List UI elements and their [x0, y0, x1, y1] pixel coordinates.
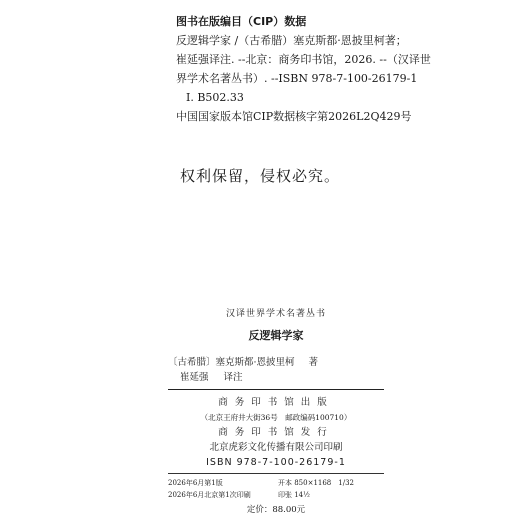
- author-name: 〔古希腊〕塞克斯都·恩披里柯: [168, 357, 295, 368]
- cip-block: [176, 12, 476, 126]
- sheets: 印张 14½: [278, 491, 310, 499]
- translator-name: 崔延强: [180, 372, 209, 383]
- isbn: ISBN 978-7-100-26179-1: [206, 457, 346, 468]
- price: 定价：88.00元: [246, 505, 306, 515]
- print-stats: [168, 477, 384, 501]
- cip-classification: Ⅰ. B502.33: [186, 91, 244, 104]
- edition: 2026年6月第1版: [168, 479, 223, 487]
- author-role: 著: [308, 357, 319, 368]
- divider: [168, 473, 384, 474]
- translator-role: 译注: [223, 372, 243, 383]
- distributor: 商务印书馆发行: [218, 427, 334, 438]
- book-title: 反逻辑学家: [248, 329, 304, 342]
- colophon: [168, 306, 384, 515]
- cip-line: 崔延强译注. --北京：商务印书馆，2026. --（汉译世: [176, 53, 431, 66]
- cip-heading: 图书在版编目（CIP）数据: [176, 15, 307, 28]
- cip-record-number: 中国国家版本馆CIP数据核字第2026L2Q429号: [176, 110, 412, 123]
- credits: [168, 355, 384, 385]
- cip-line: 反逻辑学家 /（古希腊）塞克斯都·恩披里柯著；: [176, 34, 407, 47]
- cip-line: 界学术名著丛书）. --ISBN 978-7-100-26179-1: [176, 72, 418, 85]
- publisher: 商务印书馆出版: [218, 397, 334, 408]
- publisher-address: （北京王府井大街36号 邮政编码100710）: [200, 413, 352, 422]
- series-name: 汉译世界学术名著丛书: [225, 309, 326, 319]
- printing: 2026年6月北京第1次印刷: [168, 491, 251, 499]
- divider: [168, 389, 384, 390]
- rights-notice: 权利保留，侵权必究。: [179, 167, 340, 185]
- publishing-info: [168, 395, 384, 470]
- printer: 北京虎彩文化传播有限公司印刷: [209, 442, 343, 453]
- format: 开本 850×1168 1/32: [278, 479, 354, 487]
